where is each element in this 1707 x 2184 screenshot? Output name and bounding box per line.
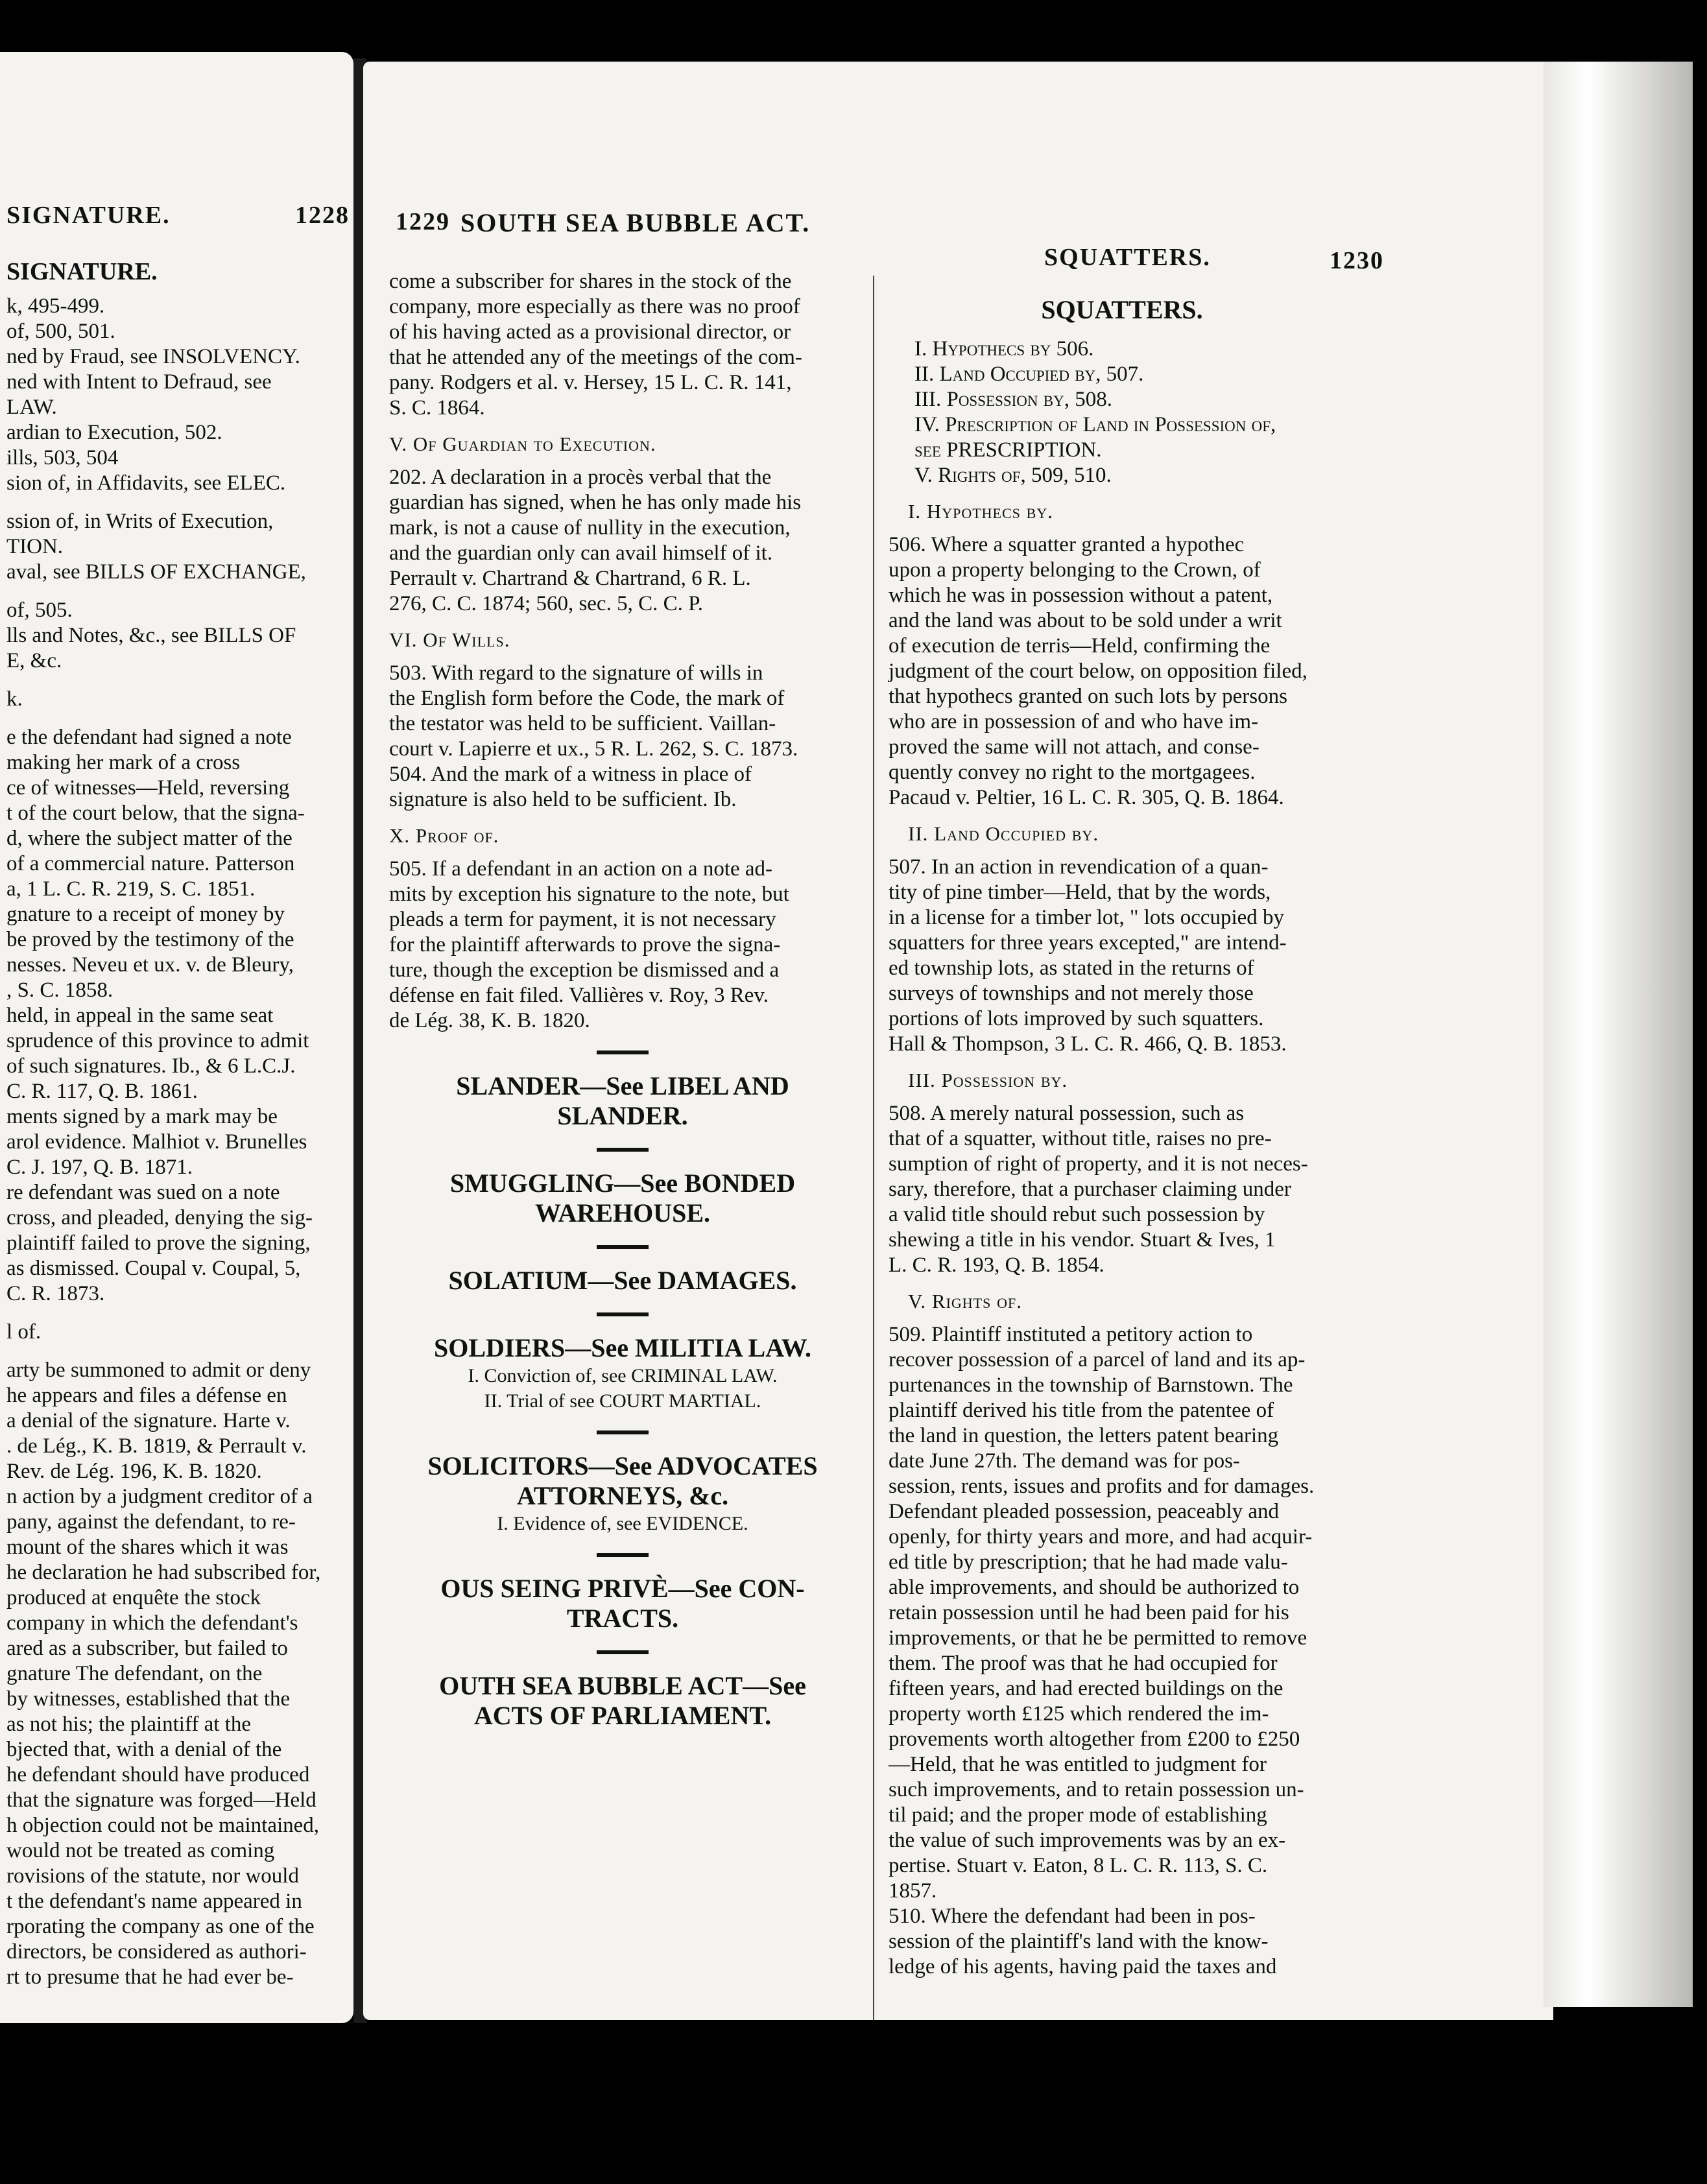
index-entry-title: SOLICITORS—See ADVOCATES [427, 1451, 818, 1480]
left-text-line: rporating the company as one of the [6, 1915, 315, 1938]
paragraph-line: L. C. R. 193, Q. B. 1854. [889, 1253, 1104, 1277]
paragraph-line: date June 27th. The demand was for pos- [889, 1449, 1240, 1473]
paragraph-line: Defendant pleaded possession, peaceably and [889, 1500, 1280, 1523]
paragraph-line: able improvements, and should be authorized to [889, 1576, 1300, 1599]
index-entry-title: SMUGGLING—See BONDED [449, 1169, 796, 1198]
left-text-line: ce of witnesses—Held, reversing [6, 776, 290, 800]
left-text-line: plaintiff failed to prove the signing, [6, 1231, 311, 1255]
paragraph-line: that he attended any of the meetings of the com- [389, 346, 802, 369]
left-text-line: would not be treated as coming [6, 1839, 275, 1862]
paragraph-line: fifteen years, and had erected buildings on the [889, 1677, 1283, 1700]
right-column [889, 282, 1355, 1980]
left-text-line: a, 1 L. C. R. 219, S. C. 1851. [6, 877, 256, 901]
paragraph-line: proved the same will not attach, and conse- [889, 735, 1259, 759]
section-heading: III. Possession by. [908, 1069, 1068, 1091]
paragraph-line: the English form before the Code, the mark of [389, 687, 785, 710]
left-text-line: that the signature was forged—Held [6, 1788, 316, 1812]
left-text-line [6, 712, 347, 725]
left-text-line: t the defendant's name appeared in [6, 1890, 302, 1913]
paragraph-line: for the plaintiff afterwards to prove the signa- [389, 933, 781, 956]
paragraph-line: ed township lots, as stated in the returns of [889, 956, 1254, 980]
left-text-line: sion of, in Affidavits, see ELEC. [6, 471, 286, 495]
paragraph-line: of his having acted as a provisional director, or [389, 320, 791, 344]
index-entry-title: SOLDIERS—See MILITIA LAW. [433, 1333, 811, 1362]
left-text-line: ared as a subscriber, but failed to [6, 1637, 288, 1660]
paragraph-line: S. C. 1864. [389, 396, 485, 420]
toc-line: IV. Prescription of Land in Possession of, [914, 413, 1276, 436]
left-text-line: of, 505. [6, 599, 73, 622]
index-entry-title: OUS SEING PRIVÈ—See CON- [440, 1574, 805, 1603]
right-header-title: SQUATTERS. [1044, 244, 1211, 271]
left-text-line: of a commercial nature. Patterson [6, 852, 295, 875]
left-page-number: 1228 [295, 202, 350, 229]
left-text-line [6, 585, 347, 598]
middle-page-number: 1229 [396, 208, 450, 235]
index-entry-title: WAREHOUSE. [534, 1198, 711, 1228]
left-text-line: gnature to a receipt of money by [6, 903, 285, 926]
section-heading: X. Proof of. [389, 824, 499, 847]
paragraph-line: the land in question, the letters patent bearing [889, 1424, 1279, 1447]
section-heading: V. Of Guardian to Execution. [389, 433, 656, 455]
left-text-line: rovisions of the statute, nor would [6, 1864, 299, 1888]
left-text-line: ills, 503, 504 [6, 446, 119, 469]
paragraph-line: who are in possession of and who have im- [889, 710, 1259, 733]
left-text-line: E, &c. [6, 649, 62, 672]
toc-line: II. Land Occupied by, 507. [914, 362, 1144, 386]
left-text-line: produced at enquête the stock [6, 1586, 261, 1609]
left-text-line: SIGNATURE. [6, 258, 158, 285]
paragraph-line: session, rents, issues and profits and for damages. [889, 1475, 1315, 1498]
paragraph-line: sumption of right of property, and it is not neces- [889, 1152, 1308, 1176]
left-text-line: rt to presume that he had ever be- [6, 1965, 294, 1989]
left-text-line: lls and Notes, &c., see BILLS OF [6, 624, 296, 647]
section-heading: I. Hypothecs by. [908, 500, 1053, 523]
divider-rule [597, 1245, 649, 1249]
left-text-line: k. [6, 687, 23, 711]
left-text-line: mount of the shares which it was [6, 1536, 289, 1559]
paragraph-line: provements worth altogether from £200 to £250 [889, 1727, 1300, 1751]
left-text-line: pany, against the defendant, to re- [6, 1510, 296, 1534]
section-heading: VI. Of Wills. [389, 628, 510, 651]
left-text-line [6, 1345, 347, 1358]
paragraph-line: of execution de terris—Held, confirming the [889, 634, 1271, 658]
paragraph-line: a valid title should rebut such possession by [889, 1203, 1265, 1226]
paragraph-line: company, more especially as there was no proof [389, 295, 800, 318]
right-page [363, 62, 1553, 2020]
index-subentry: I. Evidence of, see EVIDENCE. [497, 1513, 748, 1534]
paragraph-line: guardian has signed, when he has only made his [389, 491, 802, 514]
left-page [0, 52, 353, 2023]
left-header-title: SIGNATURE. [6, 202, 171, 229]
paragraph-line: de Lég. 38, K. B. 1820. [389, 1009, 590, 1032]
paragraph-line: ture, though the exception be dismissed and a [389, 958, 780, 982]
paragraph-line: which he was in possession without a patent, [889, 584, 1273, 607]
left-text-line: l of. [6, 1320, 42, 1344]
divider-rule [597, 1312, 649, 1316]
left-page-text [6, 259, 347, 1990]
left-text-line: ardian to Execution, 502. [6, 421, 222, 444]
paragraph-line: 507. In an action in revendication of a quan- [889, 855, 1269, 879]
index-subentry: II. Trial of see COURT MARTIAL. [484, 1390, 761, 1412]
paragraph-line: and the guardian only can avail himself of it. [389, 541, 773, 565]
paragraph-line: —Held, that he was entitled to judgment for [889, 1753, 1267, 1776]
left-text-line: as not his; the plaintiff at the [6, 1713, 251, 1736]
paragraph-line: shewing a title in his vendor. Stuart & Ives, 1 [889, 1228, 1276, 1252]
divider-rule [597, 1050, 649, 1054]
paragraph-line: 506. Where a squatter granted a hypothec [889, 533, 1245, 556]
left-text-line: ned with Intent to Defraud, see [6, 370, 272, 394]
paragraph-line: ledge of his agents, having paid the taxes and [889, 1955, 1277, 1978]
left-text-line: of such signatures. Ib., & 6 L.C.J. [6, 1054, 296, 1078]
paragraph-line: them. The proof was that he had occupied for [889, 1652, 1278, 1675]
left-text-line: LAW. [6, 396, 57, 419]
column-divider [873, 276, 874, 2020]
paragraph-line: pany. Rodgers et al. v. Hersey, 15 L. C. R. 141, [389, 371, 792, 394]
index-entry-title: OUTH SEA BUBBLE ACT—See [439, 1671, 806, 1700]
left-text-line: , S. C. 1858. [6, 979, 113, 1002]
paragraph-line: 509. Plaintiff instituted a petitory action to [889, 1323, 1253, 1346]
paragraph-line: openly, for thirty years and more, and had acquir- [889, 1525, 1313, 1549]
left-text-line: he declaration he had subscribed for, [6, 1561, 321, 1584]
left-text-line: re defendant was sued on a note [6, 1181, 280, 1204]
paragraph-line: purtenances in the township of Barnstown. The [889, 1373, 1293, 1397]
toc-line: see PRESCRIPTION. [914, 438, 1102, 462]
paragraph-line: the testator was held to be sufficient. Vaillan- [389, 712, 776, 735]
divider-rule [597, 1430, 649, 1434]
left-text-line: a denial of the signature. Harte v. [6, 1409, 291, 1432]
left-text-line: of, 500, 501. [6, 320, 115, 343]
left-text-line: be proved by the testimony of the [6, 928, 294, 951]
left-text-line: arty be summoned to admit or deny [6, 1359, 311, 1382]
paragraph-line: signature is also held to be sufficient. Ib. [389, 788, 737, 811]
left-text-line: directors, be considered as authori- [6, 1940, 307, 1964]
paragraph-line: ed title by prescription; that he had made valu- [889, 1550, 1288, 1574]
paragraph-line: session of the plaintiff's land with the know- [889, 1930, 1269, 1953]
index-entry-title: TRACTS. [566, 1604, 679, 1633]
paragraph-line: 505. If a defendant in an action on a note ad- [389, 857, 773, 881]
toc-line: III. Possession by, 508. [914, 388, 1112, 411]
left-text-line: cross, and pleaded, denying the sig- [6, 1206, 313, 1229]
paragraph-line: such improvements, and to retain possession un- [889, 1778, 1304, 1801]
left-text-line [6, 1307, 347, 1320]
paragraph-line: surveys of townships and not merely those [889, 982, 1254, 1005]
left-text-line: TION. [6, 535, 64, 558]
left-text-line [6, 674, 347, 687]
paragraph-line: come a subscriber for shares in the stock of the [389, 270, 792, 293]
left-text-line: ssion of, in Writs of Execution, [6, 510, 274, 533]
paragraph-line: défense en fait filed. Vallières v. Roy, 3 Rev. [389, 984, 769, 1007]
left-text-line: d, where the subject matter of the [6, 827, 292, 850]
paragraph-line: 276, C. C. 1874; 560, sec. 5, C. C. P. [389, 592, 704, 615]
left-text-line: ments signed by a mark may be [6, 1105, 278, 1128]
paragraph-line: judgment of the court below, on opposition filed, [889, 659, 1307, 683]
right-main-title: SQUATTERS. [1041, 295, 1203, 324]
middle-column [389, 269, 856, 1731]
paragraph-line: recover possession of a parcel of land and its ap- [889, 1348, 1306, 1371]
toc-line: V. Rights of, 509, 510. [914, 464, 1112, 487]
divider-rule [597, 1553, 649, 1557]
index-entry-title: ACTS OF PARLIAMENT. [473, 1701, 772, 1730]
left-text-line: . de Lég., K. B. 1819, & Perrault v. [6, 1434, 307, 1458]
middle-header-title: SOUTH SEA BUBBLE ACT. [460, 208, 811, 237]
right-page-number: 1230 [1330, 247, 1384, 274]
left-text-line: bjected that, with a denial of the [6, 1738, 282, 1761]
left-text-line: h objection could not be maintained, [6, 1814, 320, 1837]
left-text-line [6, 496, 347, 509]
paragraph-line: Hall & Thompson, 3 L. C. R. 466, Q. B. 1853. [889, 1032, 1287, 1056]
paragraph-line: squatters for three years excepted," are intend- [889, 931, 1287, 955]
paragraph-line: pleads a term for payment, it is not necessary [389, 908, 776, 931]
left-text-line: k, 495-499. [6, 294, 105, 318]
left-text-line: as dismissed. Coupal v. Coupal, 5, [6, 1257, 301, 1280]
paragraph-line: mits by exception his signature to the note, but [389, 883, 789, 906]
page-edges [1544, 62, 1693, 2007]
left-text-line: aval, see BILLS OF EXCHANGE, [6, 560, 306, 584]
section-heading: II. Land Occupied by. [908, 822, 1099, 845]
section-heading: V. Rights of. [908, 1290, 1022, 1312]
left-text-line: C. J. 197, Q. B. 1871. [6, 1156, 193, 1179]
index-entry-title: SOLATIUM—See DAMAGES. [448, 1266, 797, 1295]
left-text-line: arol evidence. Malhiot v. Brunelles [6, 1130, 307, 1154]
paragraph-line: retain possession until he had been paid for his [889, 1601, 1289, 1624]
paragraph-line: portions of lots improved by such squatters. [889, 1007, 1264, 1030]
left-text-line: making her mark of a cross [6, 751, 241, 774]
paragraph-line: and the land was about to be sold under a writ [889, 609, 1282, 632]
left-text-line: held, in appeal in the same seat [6, 1004, 274, 1027]
paragraph-line: til paid; and the proper mode of establishing [889, 1803, 1267, 1827]
left-text-line: C. R. 1873. [6, 1282, 105, 1305]
divider-rule [597, 1650, 649, 1654]
paragraph-line: improvements, or that he be permitted to remove [889, 1626, 1307, 1650]
index-subentry: I. Conviction of, see CRIMINAL LAW. [468, 1365, 778, 1386]
paragraph-line: plaintiff derived his title from the patentee of [889, 1399, 1274, 1422]
paragraph-line: 202. A declaration in a procès verbal that the [389, 466, 772, 489]
paragraph-line: quently convey no right to the mortgagees. [889, 761, 1256, 784]
left-text-line: e the defendant had signed a note [6, 726, 292, 749]
left-text-line: gnature The defendant, on the [6, 1662, 263, 1685]
left-text-line: n action by a judgment creditor of a [6, 1485, 313, 1508]
paragraph-line: tity of pine timber—Held, that by the words, [889, 881, 1271, 904]
paragraph-line: the value of such improvements was by an ex- [889, 1829, 1286, 1852]
index-entry-title: SLANDER—See LIBEL AND [456, 1071, 789, 1100]
paragraph-line: court v. Lapierre et ux., 5 R. L. 262, S. C. 1873. [389, 737, 798, 761]
left-text-line: company in which the defendant's [6, 1611, 298, 1635]
paragraph-line: 503. With regard to the signature of wills in [389, 661, 763, 685]
left-text-line: ned by Fraud, see INSOLVENCY. [6, 345, 300, 368]
paragraph-line: Perrault v. Chartrand & Chartrand, 6 R. L. [389, 567, 751, 590]
paragraph-line: pertise. Stuart v. Eaton, 8 L. C. R. 113, S. C. [889, 1854, 1268, 1877]
toc-line: I. Hypothecs by 506. [914, 337, 1094, 361]
index-entry-title: SLANDER. [557, 1101, 688, 1130]
left-text-line: sprudence of this province to admit [6, 1029, 309, 1052]
paragraph-line: mark, is not a cause of nullity in the execution, [389, 516, 791, 540]
left-text-line: nesses. Neveu et ux. v. de Bleury, [6, 953, 294, 977]
paragraph-line: 1857. [889, 1879, 937, 1903]
paragraph-line: sary, therefore, that a purchaser claiming under [889, 1178, 1291, 1201]
paragraph-line: 508. A merely natural possession, such as [889, 1102, 1245, 1125]
paragraph-line: in a license for a timber lot, " lots occupied by [889, 906, 1285, 929]
paragraph-line: that of a squatter, without title, raises no pre- [889, 1127, 1272, 1150]
paragraph-line: property worth £125 which rendered the im- [889, 1702, 1269, 1726]
left-text-line: C. R. 117, Q. B. 1861. [6, 1080, 198, 1103]
paragraph-line: Pacaud v. Peltier, 16 L. C. R. 305, Q. B. 1864. [889, 786, 1284, 809]
paragraph-line: 504. And the mark of a witness in place of [389, 763, 752, 786]
divider-rule [597, 1148, 649, 1152]
left-text-line: by witnesses, established that the [6, 1687, 291, 1711]
paragraph-line: 510. Where the defendant had been in pos- [889, 1905, 1256, 1928]
paragraph-line: upon a property belonging to the Crown, of [889, 558, 1261, 582]
left-text-line: t of the court below, that the signa- [6, 801, 305, 825]
left-text-line: he defendant should have produced [6, 1763, 310, 1786]
left-text-line: he appears and files a défense en [6, 1384, 287, 1407]
left-text-line: Rev. de Lég. 196, K. B. 1820. [6, 1460, 262, 1483]
index-entry-title: ATTORNEYS, &c. [516, 1481, 729, 1510]
paragraph-line: that hypothecs granted on such lots by persons [889, 685, 1287, 708]
